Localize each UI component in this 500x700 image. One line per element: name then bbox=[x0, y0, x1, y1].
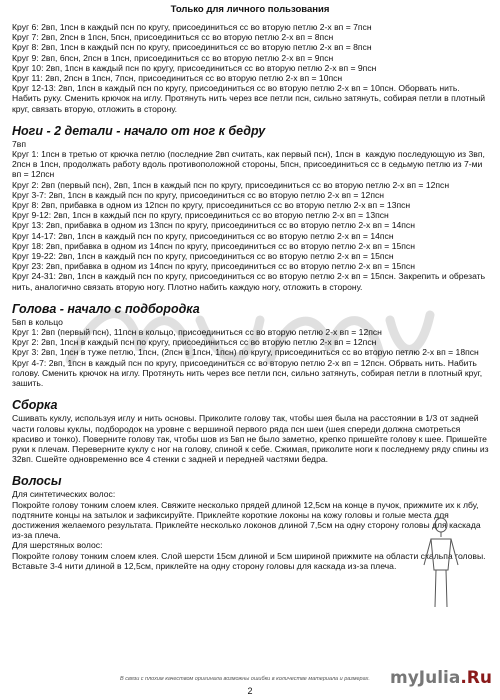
instructions-body bbox=[12, 22, 490, 571]
footer-note: В связи с плохим качеством оригинала возможны ошибки в количестве материала и размерах. bbox=[120, 676, 370, 682]
text-line: Круг 8: 2вп, 1псн в каждый псн по кругу, присоединиться сс во вторую петлю 2-х вп = 8псн bbox=[12, 42, 372, 53]
text-line: Круг 3-7: 2вп, 1псн в каждый псн по кругу, присоединиться сс во вторую петлю 2-х вп = 12псн bbox=[12, 189, 385, 200]
text-line: Круг 2: 2вп (первый псн), 2вп, 1псн в каждый псн по кругу, присоединиться сс во вторую петлю 2-х вп = 12псн bbox=[12, 179, 450, 190]
text-line: Покройте голову тонким слоем клея. Слой шерсти 15см длиной и 5см шириной прижмите на области скальпа головы. Вставьте 3-4 нити длиной в 12,5см, приклейте на одну сторону головы для каскада из-за плеча. bbox=[12, 550, 488, 571]
doll-figure-illustration bbox=[418, 515, 464, 615]
brand-name: myJulia bbox=[389, 668, 461, 688]
page-number: 2 bbox=[247, 686, 253, 696]
text-line: Для шерстяных волос: bbox=[12, 540, 103, 551]
text-line: Круг 9: 2вп, 6псн, 2псн в 1псн, присоединиться сс во вторую петлю 2-х вп = 9псн bbox=[12, 52, 334, 63]
text-line: Круг 9-12: 2вп, 1псн в каждый псн по кругу, присоединиться сс во вторую петлю 2-х вп = 13псн bbox=[12, 210, 389, 221]
text-line: Круг 19-22: 2вп, 1псн в каждый псн по кругу, присоединиться сс во вторую петлю 2-х вп = 15псн bbox=[12, 251, 394, 262]
text-line: Круг 2: 2вп, 1псн в каждый псн по кругу, присоединиться сс во вторую петлю 2-х вп = 12псн bbox=[12, 337, 377, 348]
text-line: Круг 4-7: 2вп, 1псн в каждый псн по кругу, присоединиться сс во вторую петлю 2-х вп = 12псн. Обрвать нить. Набить голову. Сменить крючок на иглу. Протянуть нить через все петли псн, сильно затянуть, собирая петли в плотный круг, зашить. bbox=[12, 357, 485, 389]
text-line: Круг 7: 2вп, 2псн в 1псн, 5псн, присоединиться сс во вторую петлю 2-х вп = 8псн bbox=[12, 32, 334, 43]
text-line: Для синтетических волос: bbox=[12, 489, 116, 500]
text-line: Круг 10: 2вп, 1псн в каждый псн по кругу, присоединиться сс во вторую петлю 2-х вп = 9псн bbox=[12, 62, 377, 73]
text-line: Сшивать куклу, используя иглу и нить основы. Приколите голову так, чтобы шея была на расстоянии в 1/3 от задней части головы куклы, подбородок на уровне с вершиной первого ряда псн шеи (шея спереди должна смотреться красиво и тонко). Поверните голову так, чтобы шов из 5вп не было заметно, крепко пришейте голову к шее. Пришейте руки к плечам. Переверните куклу с ног на голову, спиной к себе. Сжимая, приколите ноги к последнему ряду спины из 32вп. Сшейте одновременно все 4 стенки с задней и передней частями бедра. bbox=[12, 413, 491, 465]
text-line: Круг 11: 2вп, 2псн в 1псн, 7псн, присоединиться сс во вторую петлю 2-х вп = 10псн bbox=[12, 73, 343, 84]
text-line: Круг 12-13: 2вп, 1псн в каждый псн по кругу, присоединиться сс во вторую петлю 2-х вп = 10псн. Оборвать нить. Набить руку. Сменить крючок на иглу. Протянуть нить через все петли псн, сильно затянуть, собирая петли в плотный круг, связать вторую, отложить в сторону. bbox=[12, 83, 488, 114]
text-line: Круг 3: 2вп, 1псн в тужe петлю, 1псн, (2псн в 1псн, 1псн) по кругу, присоединиться сс во вторую петлю 2-х вп = 18псн bbox=[12, 347, 479, 358]
text-line: 7вп bbox=[12, 138, 26, 149]
section-heading: Сборка bbox=[12, 398, 58, 413]
brand-domain: .Ru bbox=[460, 668, 492, 688]
text-line: Круг 1: 2вп (первый псн), 11псн в кольцо, присоединиться сс во вторую петлю 2-х вп = 12псн bbox=[12, 327, 382, 338]
section-heading: Голова - начало с подбородка bbox=[12, 301, 200, 316]
section-heading: Ноги - 2 детали - начало от ног к бедру bbox=[12, 123, 266, 138]
text-line: Круг 23: 2вп, прибавка в одном из 14псн по кругу, присоединиться сс во вторую петлю 2-х вп = 15псн bbox=[12, 261, 415, 272]
text-line: Круг 1: 1псн в третью от крючка петлю (последние 2вп считать, как первый псн), 1псн в каждую последующую из 3вп, 2псн в 1псн, продолжать работу вдоль противоположной стороны, 5псн, присоединиться сс в седьмую петлю из 7-ми вп = 12псн bbox=[12, 149, 488, 180]
text-line: Круг 6: 2вп, 1псн в каждый псн по кругу, присоединиться сс во вторую петлю 2-х вп = 7псн bbox=[12, 22, 372, 32]
page-header: Только для личного пользования bbox=[170, 4, 330, 15]
text-line: Круг 14-17: 2вп, 1псн в каждый псн по кругу, присоединиться сс во вторую петлю 2-х вп = 14псн bbox=[12, 230, 394, 241]
text-line: Круг 24-31: 2вп, 1псн в каждый псн по кругу, присоединиться сс во вторую петлю 2-х вп = 15псн. Закрепить и обрезать нить, аналогично связать вторую ногу. Плотно набить каждую ногу, отложить в сторону. bbox=[12, 271, 488, 292]
section-heading: Волосы bbox=[12, 474, 62, 489]
text-line: 5вп в кольцо bbox=[12, 316, 63, 327]
site-brand bbox=[390, 668, 492, 688]
text-line: Покройте голову тонким слоем клея. Свяжите несколько прядей длиной 12,5см на конце в пучок, прижмите их к лбу, подтяните концы на затылок и зафиксируйте. Приклейте короткие локоны на кожу головы и голые места для достижения желаемого результата. Приклейте несколько локонов длиной 7,5см на одну сторону головы для каскада из-за плеча. bbox=[12, 499, 484, 541]
text-line: Круг 8: 2вп, прибавка в одном из 12псн по кругу, присоединиться сс во вторую петлю 2-х вп = 13псн bbox=[12, 200, 411, 211]
text-line: Круг 13: 2вп, прибавка в одном из 13псн по кругу, присоединиться сс во вторую петлю 2-х вп = 14псн bbox=[12, 220, 415, 231]
text-line: Круг 18: 2вп, прибавка в одном из 14псн по кругу, присоединиться сс во вторую петлю 2-х вп = 15псн bbox=[12, 240, 415, 251]
